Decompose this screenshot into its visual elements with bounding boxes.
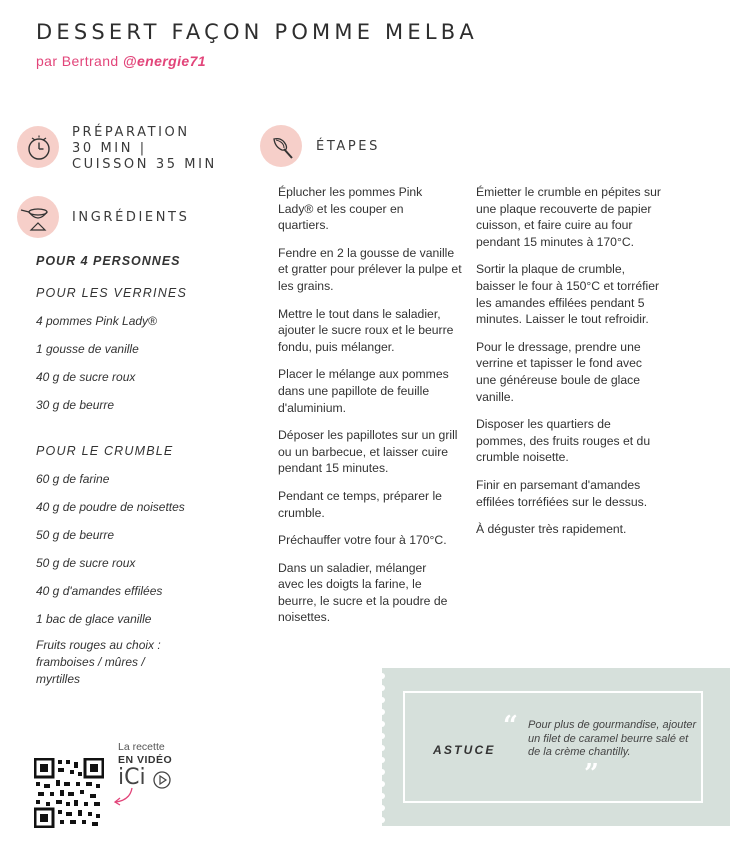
prep-line-1: PRÉPARATION — [72, 125, 190, 140]
step: Disposer les quartiers de pommes, des fruits rouges et du crumble noisette. — [476, 417, 651, 465]
list-item: myrtilles — [36, 672, 80, 686]
step: Placer le mélange aux pommes dans une papillote de feuille d'aluminium. — [278, 367, 449, 415]
open-quote-icon: “ — [503, 711, 518, 741]
ingredients-heading: INGRÉDIENTS — [72, 210, 190, 225]
list-item: 40 g de sucre roux — [36, 370, 136, 384]
list-item: Fruits rouges au choix : — [36, 638, 161, 652]
astuce-label: ASTUCE — [433, 743, 496, 757]
step: Pour le dressage, prendre une verrine et tapisser le fond avec une généreuse boule de glace vanille. — [476, 339, 642, 404]
play-icon[interactable] — [152, 770, 172, 790]
list-item: 4 pommes Pink Lady® — [36, 314, 157, 328]
step: Sortir la plaque de crumble, baisser le four à 150°C et torréfier les amandes effilées pendant 5 minutes. Laisser le tout refroidir. — [476, 262, 660, 327]
prep-line-2: 30 MIN | — [72, 141, 147, 156]
byline-prefix: par Bertrand — [36, 53, 123, 69]
steps-column-2 — [476, 184, 661, 549]
steps-heading: ÉTAPES — [316, 139, 380, 154]
author-handle[interactable]: @energie71 — [122, 53, 206, 69]
list-item: 40 g d'amandes effilées — [36, 584, 163, 598]
list-item: 1 gousse de vanille — [36, 342, 139, 356]
list-item: 40 g de poudre de noisettes — [36, 500, 185, 514]
steps-column-1 — [278, 184, 463, 637]
video-link[interactable]: iCi — [118, 765, 146, 790]
step: Pendant ce temps, préparer le crumble. — [278, 488, 442, 520]
list-item: 50 g de beurre — [36, 528, 115, 542]
close-quote-icon: ” — [584, 759, 599, 789]
prep-time — [72, 125, 217, 173]
list-item: 1 bac de glace vanille — [36, 612, 152, 626]
servings: POUR 4 PERSONNES — [36, 254, 181, 268]
step: Déposer les papillotes sur un grill ou un barbecue, et laisser cuire pendant 15 minutes. — [278, 428, 458, 476]
list-item: framboises / mûres / — [36, 655, 145, 669]
step: Fendre en 2 la gousse de vanille et gratter pour prélever la pulpe et les grains. — [278, 245, 462, 293]
list-item: 30 g de beurre — [36, 398, 115, 412]
list-item: 60 g de farine — [36, 472, 110, 486]
crumble-title: POUR LE CRUMBLE — [36, 444, 174, 458]
verrines-title: POUR LES VERRINES — [36, 286, 187, 300]
prep-line-3: CUISSON 35 MIN — [72, 157, 217, 172]
author-byline — [36, 53, 206, 69]
video-line-1: La recette — [118, 741, 165, 753]
step: Finir en parsemant d'amandes effilées torréfiées sur le dessus. — [476, 477, 648, 509]
clock-icon — [17, 126, 59, 168]
qr-code-icon[interactable] — [34, 758, 104, 828]
astuce-text: Pour plus de gourmandise, ajouter un filet de caramel beurre salé et de la crème chantilly. — [528, 719, 697, 758]
step: Préchauffer votre four à 170°C. — [278, 533, 447, 548]
list-item: 50 g de sucre roux — [36, 556, 136, 570]
sieve-icon — [17, 196, 59, 238]
step: Dans un saladier, mélanger avec les doigts la farine, le beurre, le sucre et la poudre de noisettes. — [278, 560, 448, 625]
video-line-2: EN VIDÉO — [118, 754, 173, 766]
recipe-title: DESSERT FAÇON POMME MELBA — [36, 20, 478, 44]
whisk-icon — [260, 125, 302, 167]
step: Mettre le tout dans le saladier, ajouter le sucre roux et le beurre fondu, puis mélanger. — [278, 306, 454, 354]
step: Émietter le crumble en pépites sur une plaque recouverte de papier cuisson, et faire cuire au four pendant 15 minutes à 170°C. — [476, 185, 661, 249]
ticket-edge — [378, 668, 386, 826]
step: Éplucher les pommes Pink Lady® et les couper en quartiers. — [278, 185, 423, 233]
pointer-arrow-icon — [110, 786, 140, 808]
step: À déguster très rapidement. — [476, 522, 627, 537]
